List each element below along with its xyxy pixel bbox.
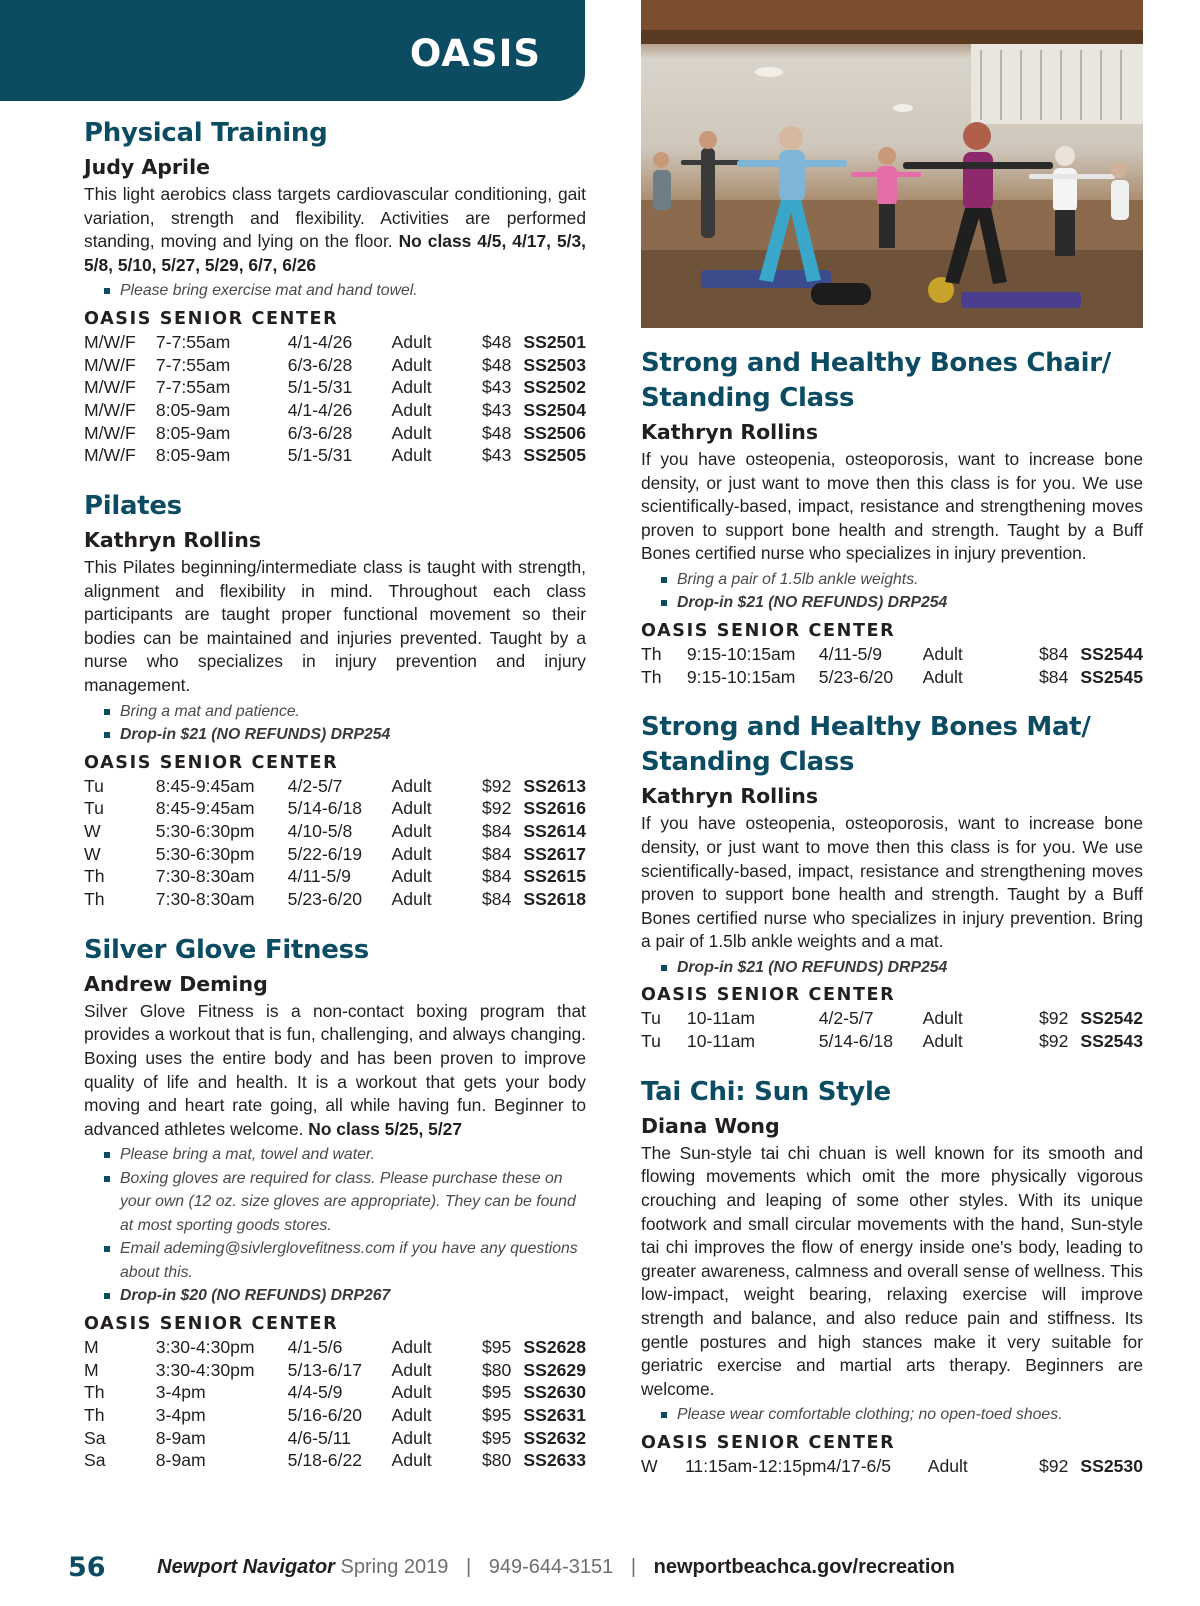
schedule-age: Adult [391,798,432,819]
schedule-day: Sa [84,1427,106,1448]
course-description-text: This light aerobics class targets cardiovascular conditioning, gait variation, strength and flexibility. Activities are performed standing, moving and lying on the floor. [84,184,586,252]
course-schedule-table [641,643,1143,688]
schedule-row [84,354,586,377]
course-note-item: Drop-in $20 (NO REFUNDS) DRP267 [104,1284,586,1308]
schedule-day: Th [84,866,105,887]
schedule-age: Adult [391,331,432,352]
schedule-row [84,444,586,467]
schedule-row [84,1336,586,1359]
course-venue: OASIS SENIOR CENTER [641,1432,896,1453]
schedule-dates: 5/23-6/20 [287,889,363,910]
schedule-age: Adult [391,1405,432,1426]
schedule-code: SS2629 [523,1359,586,1380]
section-banner [0,0,585,101]
course-description-text: If you have osteopenia, osteoporosis, want to increase bone density, or just want to move then this class is for you. We use scientifically-based, impact, resistance and strengthening moves proven to support bone health and strength. Taught by a Buff Bones certified nurse who specializes in injury prevention. Bring a pair of 1.5lb ankle weights and a mat. [641,813,1143,952]
schedule-price: $80 [481,1359,512,1380]
page-footer [68,1552,1168,1586]
course-notes [661,568,1143,615]
schedule-dates: 4/10-5/8 [287,821,353,842]
schedule-price: $92 [482,798,512,819]
course-description [641,812,1143,954]
schedule-time: 7-7:55am [155,354,231,375]
schedule-day: M/W/F [84,331,136,352]
schedule-row [84,422,586,445]
schedule-age: Adult [391,1427,432,1448]
schedule-age: Adult [927,1455,968,1476]
class-photo-illustration [641,0,1143,328]
schedule-age: Adult [391,1450,432,1471]
course-notes [661,1403,1143,1427]
schedule-time: 11:15am-12:15pm [684,1455,827,1476]
schedule-row [84,399,586,422]
schedule-dates: 4/2-5/7 [287,775,343,796]
schedule-age: Adult [391,866,432,887]
schedule-age: Adult [391,1382,432,1403]
course-description-text: The Sun-style tai chi chuan is well known for its smooth and flowing movements which omit the more physically vigorous crouching and leaping of some other styles. With its unique footwork and small circular movements with the hand, Sun-style tai chi improves the flow of energy inside one's body, leading to greater awareness, calmness and overall sense of wellness. This low-impact, weight bearing, relaxing exercise will improve strength and balance, and also reduce pain and stiffness. Its gentle postures and high stances make it very suitable for geriatric exercise and martial arts therapy. Beginners are welcome. [641,1142,1143,1399]
course-listing [84,116,586,467]
schedule-row [84,331,586,354]
footer-separator: | [465,1555,472,1578]
schedule-dates: 5/14-6/18 [818,1031,894,1052]
schedule-code: SS2616 [523,798,586,819]
course-note-item: Email ademing@sivlerglovefitness.com if you have any questions about this. [104,1237,586,1284]
schedule-price: $84 [482,821,512,842]
schedule-row [84,1359,586,1382]
schedule-row [84,865,586,888]
course-description-text: If you have osteopenia, osteoporosis, want to increase bone density, or just want to move then this class is for you. We use scientifically-based, impact, resistance and strengthening moves proven to support bone health and strength. Taught by a Buff Bones certified nurse who specializes in injury prevention. [641,449,1143,564]
course-listing [641,346,1143,688]
schedule-day: Tu [84,775,104,796]
schedule-row [84,843,586,866]
course-note-item: Drop-in $21 (NO REFUNDS) DRP254 [661,956,1143,980]
schedule-dates: 4/17-6/5 [826,1455,892,1476]
schedule-row [84,1427,586,1450]
schedule-dates: 5/1-5/31 [287,377,353,398]
schedule-time: 8:05-9am [155,445,231,466]
schedule-row [84,797,586,820]
schedule-day: Th [84,1382,105,1403]
schedule-dates: 4/6-5/11 [287,1427,351,1448]
schedule-dates: 6/3-6/28 [287,354,353,375]
schedule-dates: 5/23-6/20 [818,666,894,687]
schedule-price: $48 [482,422,512,443]
schedule-time: 7-7:55am [155,377,231,398]
course-listing [84,489,586,911]
schedule-age: Adult [391,1336,432,1357]
schedule-age: Adult [391,422,432,443]
schedule-age: Adult [391,399,432,420]
course-instructor: Kathryn Rollins [84,528,262,553]
course-venue: OASIS SENIOR CENTER [84,308,339,329]
schedule-price: $92 [1039,1031,1069,1052]
schedule-dates: 5/16-6/20 [287,1405,363,1426]
schedule-price: $43 [482,377,512,398]
schedule-dates: 5/13-6/17 [287,1359,363,1380]
right-column [641,0,1143,1500]
schedule-day: W [84,821,101,842]
schedule-time: 5:30-6:30pm [155,821,255,842]
schedule-dates: 4/1-5/6 [287,1336,343,1357]
schedule-code: SS2545 [1080,666,1143,687]
schedule-dates: 6/3-6/28 [287,422,353,443]
course-note-item: Boxing gloves are required for class. Please purchase these on your own (12 oz. size gloves are appropriate). They can be found at most sporting goods stores. [104,1167,586,1238]
schedule-code: SS2505 [523,445,586,466]
course-description [84,1000,586,1142]
schedule-code: SS2543 [1080,1031,1143,1052]
course-notes [104,700,586,747]
course-title: Strong and Healthy Bones Chair/ Standing Class [641,348,1111,413]
course-note-item: Please wear comfortable clothing; no open-toed shoes. [661,1403,1143,1427]
schedule-age: Adult [922,1008,963,1029]
schedule-dates: 4/11-5/9 [818,643,883,664]
schedule-code: SS2617 [523,843,586,864]
schedule-age: Adult [391,843,432,864]
schedule-code: SS2618 [523,889,586,910]
schedule-code: SS2504 [523,399,586,420]
schedule-time: 3:30-4:30pm [155,1359,255,1380]
schedule-price: $48 [482,354,512,375]
schedule-time: 7-7:55am [155,331,231,352]
schedule-day: M/W/F [84,399,136,420]
schedule-time: 7:30-8:30am [155,889,255,910]
class-photo [641,0,1143,328]
schedule-price: $48 [482,331,512,352]
schedule-day: Tu [641,1008,661,1029]
schedule-day: Th [641,666,662,687]
schedule-code: SS2614 [523,821,586,842]
course-title: Tai Chi: Sun Style [641,1076,891,1107]
course-instructor: Kathryn Rollins [641,420,819,444]
schedule-time: 10-11am [686,1031,756,1052]
course-listing [84,933,586,1472]
schedule-time: 7:30-8:30am [155,866,255,887]
schedule-price: $95 [481,1405,512,1426]
schedule-price: $92 [482,775,512,796]
schedule-price: $95 [481,1382,512,1403]
banner-title: OASIS [409,32,541,75]
course-listing [641,710,1143,1052]
schedule-time: 3:30-4:30pm [155,1336,255,1357]
course-listing [641,1075,1143,1478]
schedule-code: SS2503 [523,354,586,375]
schedule-code: SS2630 [523,1382,586,1403]
schedule-price: $92 [1039,1008,1069,1029]
schedule-day: W [84,843,101,864]
schedule-code: SS2544 [1080,643,1143,664]
schedule-row [84,376,586,399]
schedule-time: 9:15-10:15am [686,643,796,664]
schedule-time: 3-4pm [155,1405,206,1426]
schedule-age: Adult [391,889,432,910]
course-venue: OASIS SENIOR CENTER [641,620,896,641]
schedule-price: $84 [1039,666,1069,687]
schedule-day: M [84,1336,99,1357]
schedule-day: M [84,1359,99,1380]
schedule-time: 3-4pm [155,1382,206,1403]
schedule-code: SS2631 [523,1405,586,1426]
schedule-code: SS2506 [523,422,586,443]
schedule-row [641,1455,1143,1478]
course-notes [104,279,586,303]
schedule-row [84,775,586,798]
schedule-day: Sa [84,1450,106,1471]
course-note-item: Please bring exercise mat and hand towel. [104,279,586,303]
course-title: Physical Training [84,118,328,148]
course-title: Silver Glove Fitness [84,934,369,965]
schedule-age: Adult [922,1031,963,1052]
schedule-row [641,666,1143,689]
publication-name: Newport Navigator [157,1555,335,1578]
footer-separator: | [630,1555,637,1578]
course-instructor: Kathryn Rollins [641,784,819,809]
course-note-item: Drop-in $21 (NO REFUNDS) DRP254 [104,723,586,747]
schedule-day: M/W/F [84,354,136,375]
schedule-age: Adult [391,775,432,796]
left-column [84,116,586,1494]
course-schedule-table [84,775,586,911]
footer-phone: 949-644-3151 [488,1555,614,1578]
schedule-age: Adult [391,1359,432,1380]
course-description-note: No class 4/5, 4/17, 5/3, 5/8, 5/10, 5/27, 5/29, 6/7, 6/26 [84,231,586,275]
schedule-time: 8:05-9am [155,399,231,420]
schedule-price: $84 [482,843,512,864]
schedule-dates: 4/2-5/7 [818,1008,874,1029]
schedule-age: Adult [922,643,963,664]
course-description-text: Silver Glove Fitness is a non-contact boxing program that provides a workout that is fun, challenging, and always changing. Boxing uses the entire body and has been proven to improve quality of life and health. It is a workout that gets your body moving and heart rate going, all while having fun. Beginner to advanced athletes welcome. [84,1000,586,1139]
schedule-day: Tu [641,1031,661,1052]
schedule-day: Th [641,643,662,664]
schedule-row [641,1007,1143,1030]
course-venue: OASIS SENIOR CENTER [641,985,896,1006]
schedule-price: $84 [482,866,512,887]
course-description-text: This Pilates beginning/intermediate class is taught with strength, alignment and flexibility in mind. Throughout each class participants are taught proper functional movement so their bodies can be maintained and injuries prevented. Taught by a nurse who specializes in injury prevention and injury management. [84,557,586,696]
course-description [84,183,586,277]
schedule-row [641,643,1143,666]
schedule-day: W [641,1455,658,1476]
publication-season: Spring 2019 [340,1555,449,1578]
schedule-price: $80 [481,1450,512,1471]
course-note-item: Please bring a mat, towel and water. [104,1143,586,1167]
schedule-dates: 5/14-6/18 [287,798,363,819]
course-schedule-table [84,331,586,467]
course-description [641,1142,1143,1402]
schedule-code: SS2502 [523,377,586,398]
schedule-code: SS2613 [523,775,586,796]
schedule-time: 8-9am [155,1450,206,1471]
schedule-day: M/W/F [84,422,136,443]
course-venue: OASIS SENIOR CENTER [84,752,339,773]
course-note-item: Bring a mat and patience. [104,700,586,724]
schedule-price: $95 [481,1336,512,1357]
schedule-code: SS2542 [1080,1008,1143,1029]
schedule-age: Adult [391,821,432,842]
schedule-code: SS2628 [523,1336,586,1357]
schedule-dates: 5/18-6/22 [287,1450,363,1471]
schedule-time: 5:30-6:30pm [155,843,255,864]
schedule-dates: 4/1-4/26 [287,331,353,352]
schedule-row [84,1381,586,1404]
course-venue: OASIS SENIOR CENTER [84,1313,339,1334]
schedule-day: Th [84,889,105,910]
schedule-age: Adult [391,354,432,375]
course-note-item: Drop-in $21 (NO REFUNDS) DRP254 [661,591,1143,615]
schedule-day: Tu [84,798,104,819]
course-schedule-table [641,1007,1143,1052]
schedule-time: 8:45-9:45am [155,798,255,819]
schedule-row [84,820,586,843]
right-column-courses [641,346,1143,1478]
course-schedule-table [84,1336,586,1472]
schedule-price: $95 [481,1427,512,1448]
schedule-dates: 5/22-6/19 [287,843,363,864]
schedule-day: M/W/F [84,377,136,398]
schedule-time: 8:45-9:45am [155,775,255,796]
schedule-dates: 4/1-4/26 [287,399,353,420]
course-description-note: No class 5/25, 5/27 [308,1118,463,1139]
schedule-code: SS2632 [523,1427,586,1448]
course-description [641,448,1143,566]
schedule-age: Adult [391,445,432,466]
schedule-row [84,1404,586,1427]
schedule-day: Th [84,1405,105,1426]
schedule-price: $84 [1039,643,1069,664]
course-instructor: Diana Wong [641,1113,780,1138]
schedule-row [641,1030,1143,1053]
schedule-time: 8-9am [155,1427,206,1448]
course-instructor: Judy Aprile [84,155,211,179]
course-instructor: Andrew Deming [84,971,268,996]
course-schedule-table [641,1455,1143,1478]
schedule-code: SS2530 [1080,1455,1143,1476]
schedule-dates: 4/11-5/9 [287,866,351,887]
course-notes [104,1143,586,1308]
schedule-code: SS2501 [523,331,586,352]
page-number: 56 [68,1552,106,1583]
schedule-price: $43 [482,399,512,420]
schedule-code: SS2615 [523,866,586,887]
schedule-price: $43 [482,445,512,466]
course-title: Pilates [84,491,182,522]
schedule-price: $92 [1039,1455,1069,1476]
schedule-row [84,1449,586,1472]
schedule-code: SS2633 [523,1450,586,1471]
schedule-day: M/W/F [84,445,136,466]
schedule-dates: 5/1-5/31 [287,445,353,466]
footer-website-link[interactable]: newportbeachca.gov/recreation [653,1555,955,1578]
schedule-dates: 4/4-5/9 [287,1382,343,1403]
schedule-price: $84 [482,889,512,910]
schedule-age: Adult [391,377,432,398]
course-notes [661,956,1143,980]
course-note-item: Bring a pair of 1.5lb ankle weights. [661,568,1143,592]
course-title: Strong and Healthy Bones Mat/ Standing Class [641,712,1091,778]
schedule-age: Adult [922,666,963,687]
schedule-time: 9:15-10:15am [686,666,796,687]
schedule-time: 8:05-9am [155,422,231,443]
schedule-row [84,888,586,911]
schedule-time: 10-11am [686,1008,756,1029]
course-description [84,556,586,698]
